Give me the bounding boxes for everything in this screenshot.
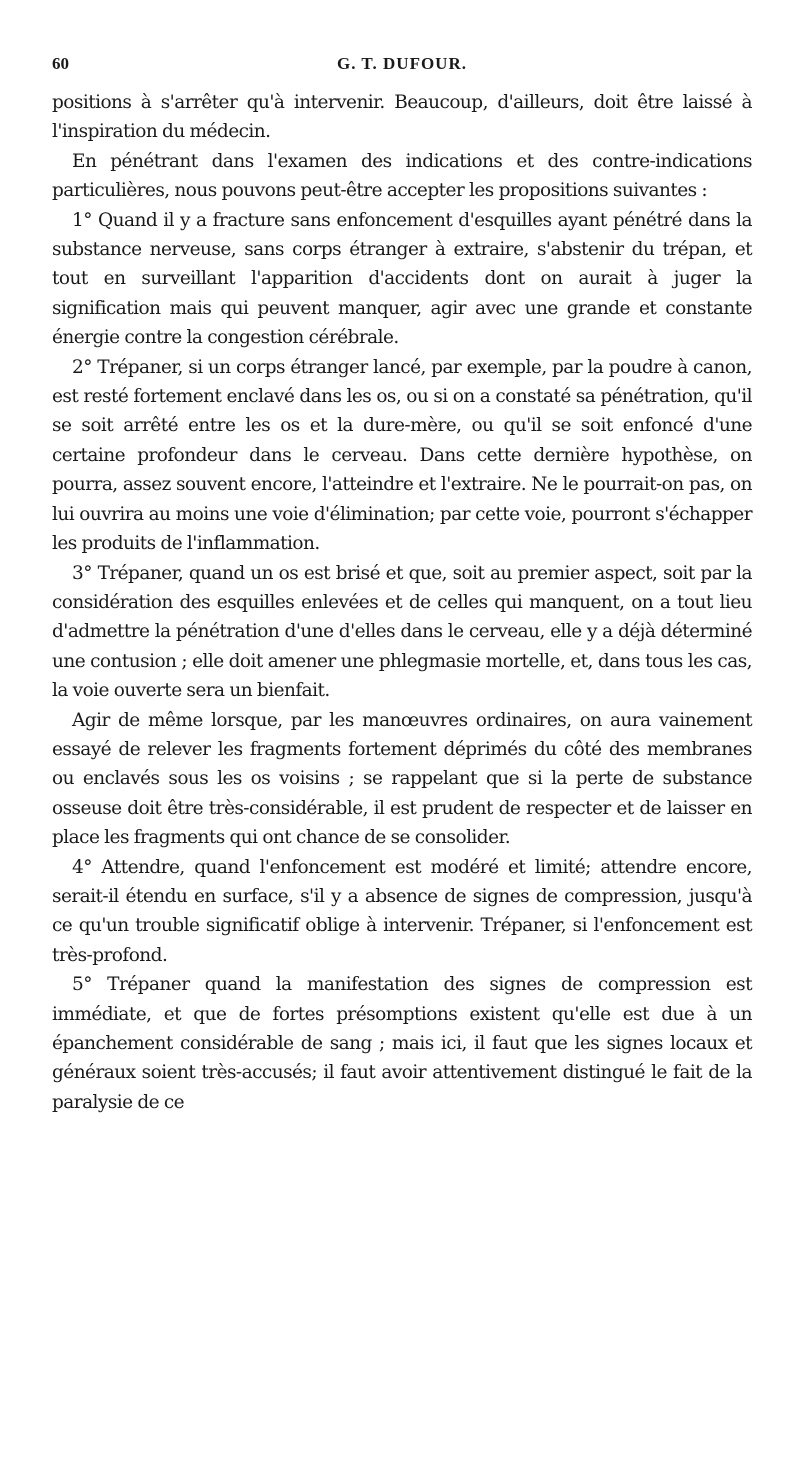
paragraph-proposition-4: 4° Attendre, quand l'enfoncement est modéré et limité; attendre encore, serait-il étendu en surface, s'il y a absence de signes de compression, jusqu'à ce qu'un trouble significatif oblige à intervenir. Trépaner, si l'enfoncement est très-profond.	[52, 856, 752, 966]
page-number: 60	[52, 54, 69, 73]
paragraph-proposition-5: 5° Trépaner quand la manifestation des signes de compression est immédiate, et que de fortes présomptions existent qu'elle est due à un épanchement considérable de sang ; mais ici, il faut que les signes locaux et généraux soient très-accusés; il faut avoir attentivement distingué le fait de la paralysie de ce	[52, 974, 752, 1113]
paragraph-proposition-3: 3° Trépaner, quand un os est brisé et que, soit au premier aspect, soit par la considération des esquilles enlevées et de celles qui manquent, on a tout lieu d'admettre la pénétration d'une d'elles dans le cerveau, elle y a déjà déterminé une contusion ; elle doit amener une phlegmasie mortelle, et, dans tous les cas, la voie ouverte sera un bienfait.	[52, 562, 752, 702]
book-page	[52, 50, 752, 1117]
paragraph-introduction: En pénétrant dans l'examen des indications et des contre-indications particulières, nous pouvons peut-être accepter les propositions suivantes :	[52, 150, 752, 202]
body-text	[52, 88, 752, 1117]
paragraph-continuation: positions à s'arrêter qu'à intervenir. Beaucoup, d'ailleurs, doit être laissé à l'inspiration du médecin.	[52, 92, 752, 143]
paragraph-proposition-2: 2° Trépaner, si un corps étranger lancé, par exemple, par la poudre à canon, est resté fortement enclavé dans les os, ou si on a constaté sa pénétration, qu'il se soit arrêté entre les os et la dure-mère, ou qu'il se soit enfoncé d'une certaine profondeur dans le cerveau. Dans cette dernière hypothèse, on pourra, assez souvent encore, l'atteindre et l'extraire. Ne le pourrait-on pas, on lui ouvrira au moins une voie d'élimination; par cette voie, pourront s'échapper les produits de l'inflammation.	[52, 356, 752, 555]
running-title: G. T. DUFOUR.	[337, 54, 467, 73]
running-head	[52, 50, 752, 88]
paragraph-proposition-3-continued: Agir de même lorsque, par les manœuvres ordinaires, on aura vainement essayé de relever les fragments fortement déprimés du côté des membranes ou enclavés sous les os voisins ; se rappelant que si la perte de substance osseuse doit être très-considérable, il est prudent de respecter et de laisser en place les fragments qui ont chance de se consolider.	[52, 709, 752, 849]
paragraph-proposition-1: 1° Quand il y a fracture sans enfoncement d'esquilles ayant pénétré dans la substance nerveuse, sans corps étranger à extraire, s'abstenir du trépan, et tout en surveillant l'apparition d'accidents dont on aurait à juger la signification mais qui peuvent manquer, agir avec une grande et constante énergie contre la congestion cérébrale.	[52, 209, 752, 349]
